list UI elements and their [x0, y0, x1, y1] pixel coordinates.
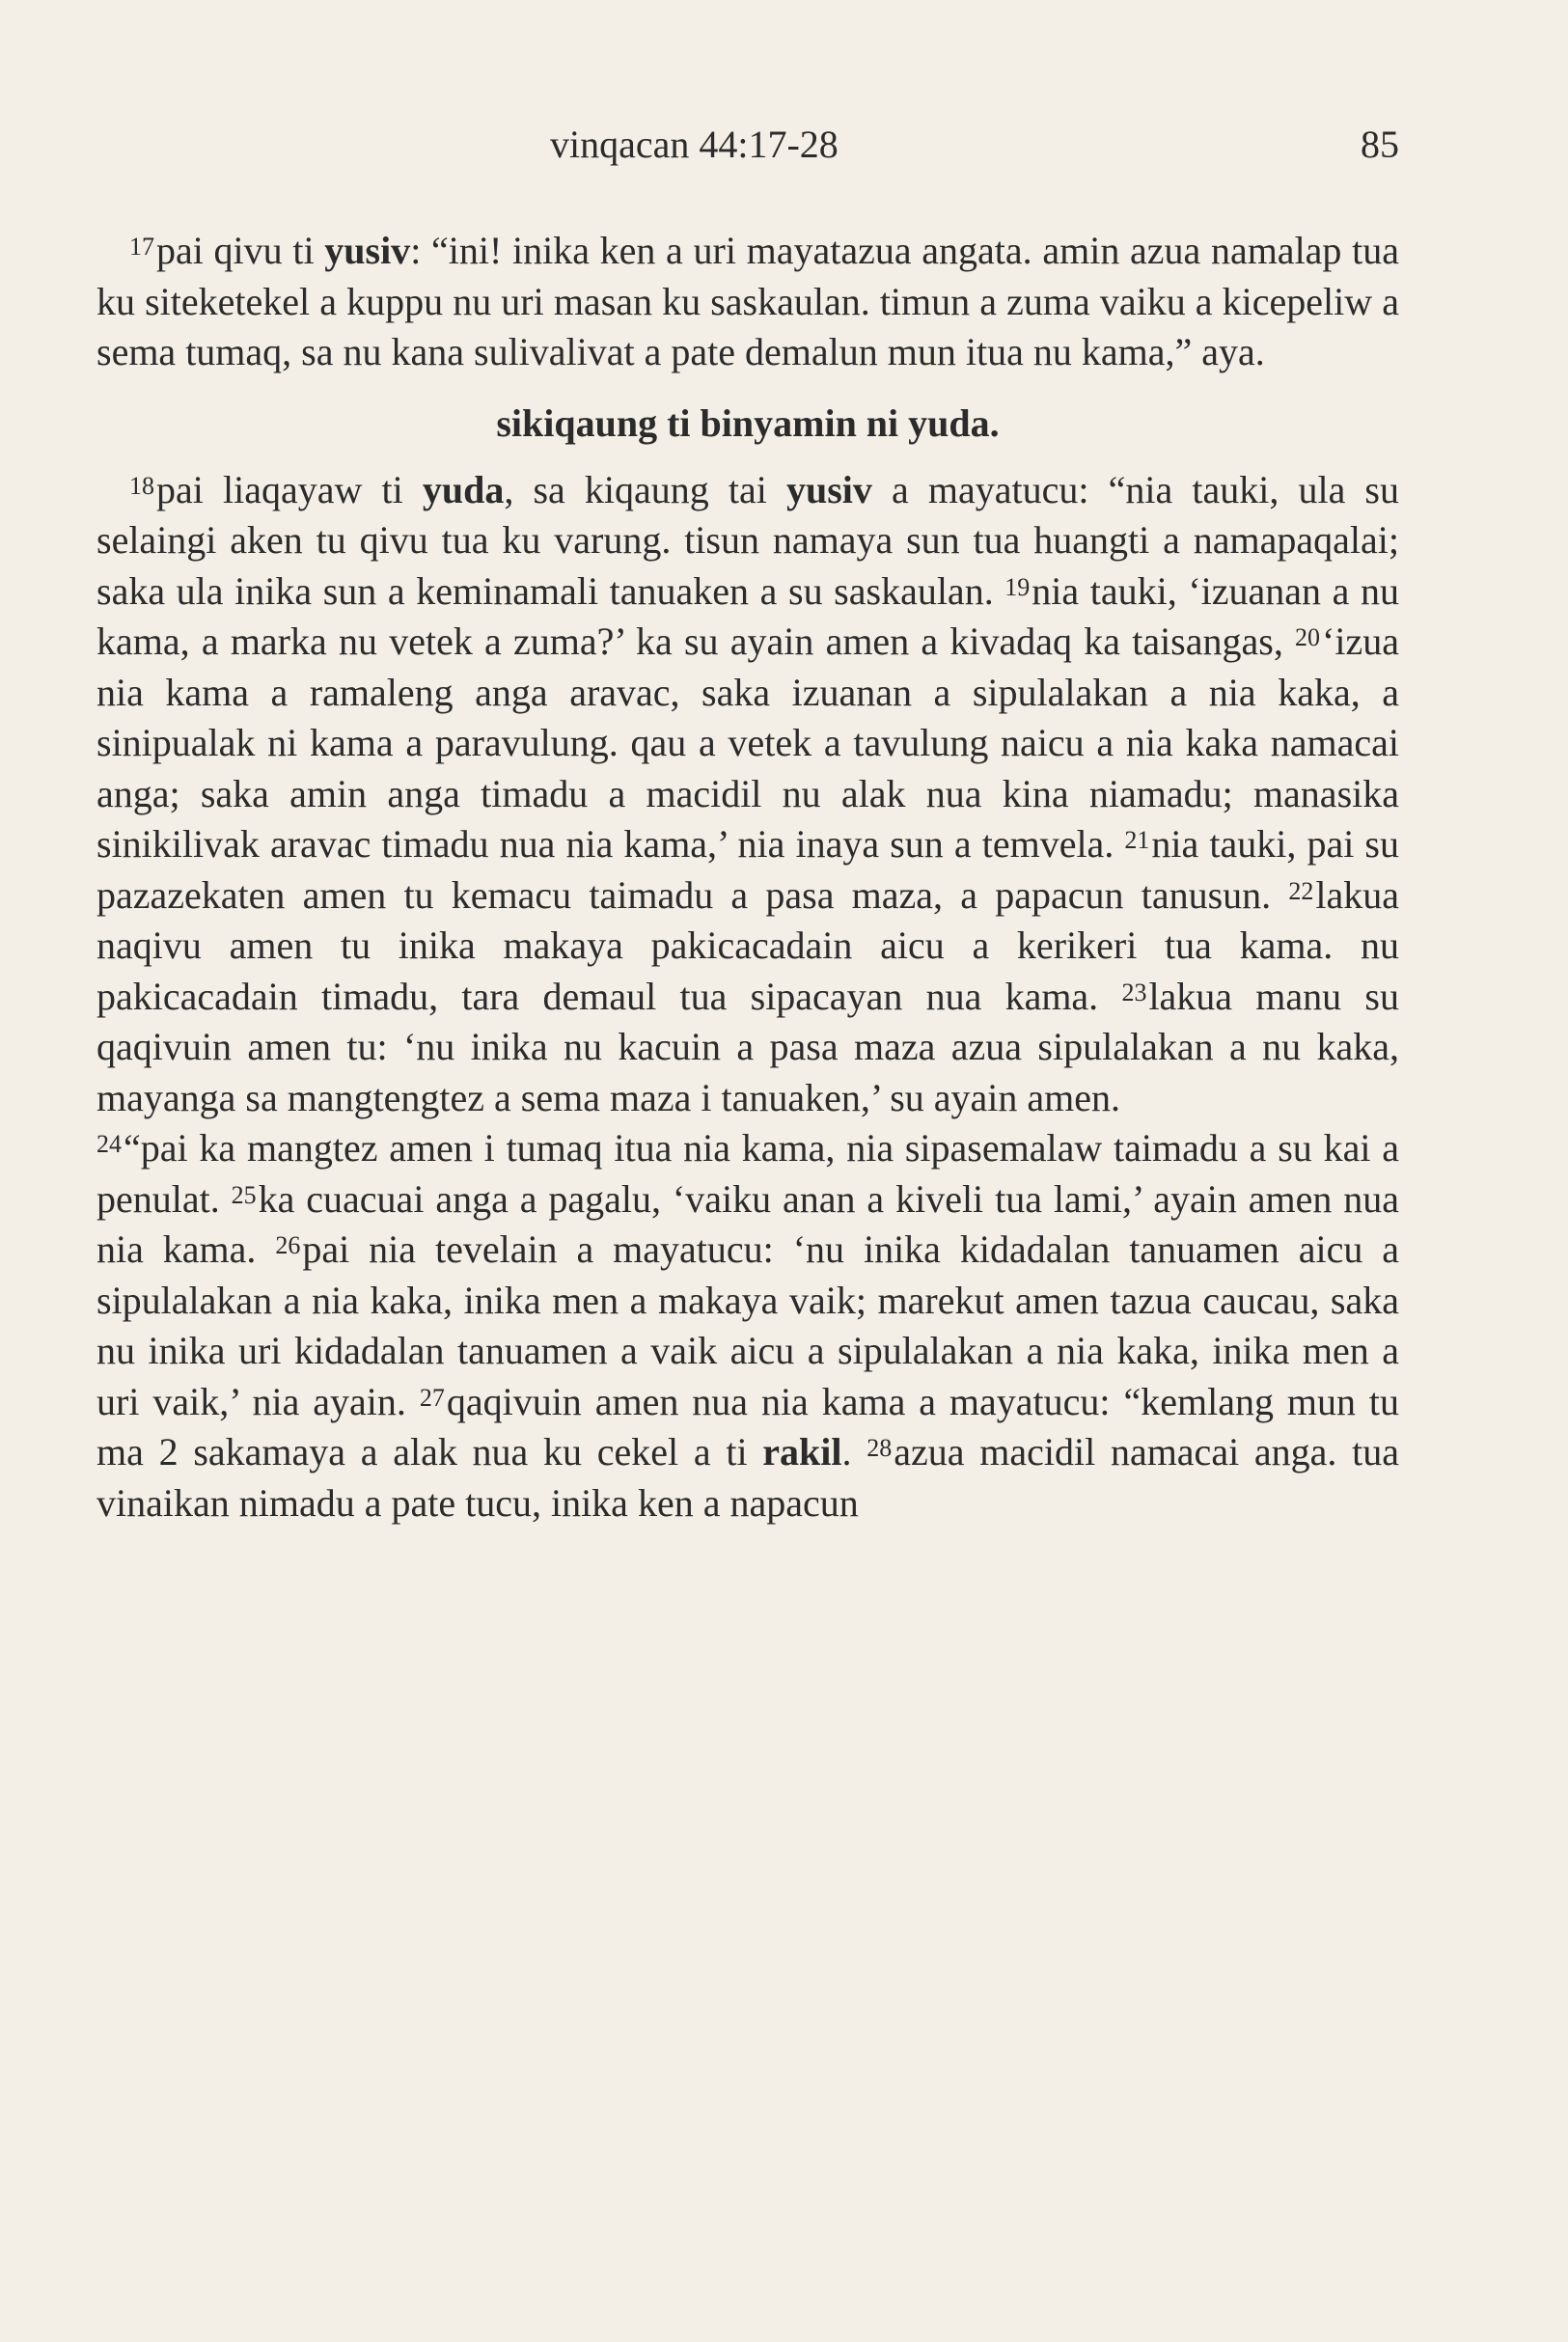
- bold-name: yusiv: [324, 229, 411, 272]
- verse-number: 21: [1124, 826, 1150, 854]
- text-run: azua macidil namacai anga. tua vinaikan nimadu a pate tucu, inika ken a napacun: [96, 1430, 1400, 1525]
- bold-name: rakil: [762, 1430, 842, 1474]
- text-run: a mayatucu: “nia tauki, ula su selaingi aken tu qivu tua ku varung. tisun namaya sun tua huangti a namapaqalai; saka ula inika sun a keminamali tanuaken a su saskaulan.: [96, 467, 1400, 613]
- bold-name: yuda: [422, 467, 505, 511]
- verse-number: 19: [1004, 572, 1031, 601]
- verse-number: 17: [129, 233, 154, 261]
- verse-number: 27: [419, 1383, 445, 1412]
- verse-number: 23: [1121, 978, 1147, 1006]
- text-run: pai liaqayaw ti: [156, 467, 423, 511]
- text-run: ka cuacuai anga a pagalu, ‘vaiku anan a kiveli tua lami,’ ayain amen nua nia kama.: [96, 1176, 1399, 1271]
- paragraph-3: [96, 1123, 1399, 1529]
- text-run: .: [841, 1430, 867, 1474]
- text-run: lakua naqivu amen tu inika makaya pakicacadain aicu a kerikeri tua kama. nu pakicacadain timadu, tara demaul tua sipacayan nua kama.: [96, 872, 1399, 1018]
- text-run: “pai ka mangtez amen i tumaq itua nia kama, nia sipasemalaw taimadu a su kai a penulat.: [96, 1126, 1399, 1221]
- page-number: 85: [1361, 123, 1399, 166]
- page-body: [96, 226, 1399, 1529]
- text-run: : “ini! inika ken a uri mayatazua angata. amin azua namalap tua ku siteketekel a kuppu nu uri masan ku saskaulan. timun a zuma vaiku a kicepeliw a sema tumaq, sa nu kana sulivalivat a pate demalun mun itua nu kama,” aya.: [96, 229, 1399, 373]
- text-run: lakua manu su qaqivuin amen tu: ‘nu inika nu kacuin a pasa maza azua sipulalakan a nu kaka, mayanga sa mangtengtez a sema maza i tanuaken,’ su ayain amen.: [96, 974, 1399, 1119]
- text-run: pai qivu ti: [156, 229, 325, 272]
- verse-number: 24: [96, 1130, 122, 1158]
- text-run: nia tauki, pai su pazazekaten amen tu kemacu taimadu a pasa maza, a papacun tanusun.: [96, 822, 1400, 917]
- section-heading: sikiqaung ti binyamin ni yuda.: [496, 400, 1000, 445]
- text-run: qaqivuin amen nua nia kama a mayatucu: “kemlang mun tu ma 2 sakamaya a alak nua ku cekel a ti: [96, 1379, 1400, 1474]
- text-run: nia tauki, ‘izuanan a nu kama, a marka nu vetek a zuma?’ ka su ayain amen a kivadaq ka taisangas,: [96, 568, 1399, 663]
- verse-number: 25: [231, 1180, 257, 1209]
- verse-number: 26: [275, 1231, 301, 1259]
- text-run: , sa kiqaung tai: [504, 467, 786, 511]
- page-header: [96, 116, 1399, 174]
- verse-number: 20: [1295, 623, 1321, 651]
- verse-number: 22: [1288, 876, 1314, 905]
- bold-name: yusiv: [785, 467, 872, 511]
- text-run: ‘izua nia kama a ramaleng anga aravac, saka izuanan a sipulalakan a nia kaka, a sinipualak ni kama a paravulung. qau a vetek a tavulung naicu a nia kaka namacai anga; saka amin anga timadu a macidil nu alak nua kina niamadu; manasika sinikilivak aravac timadu nua nia kama,’ nia inaya sun a temvela.: [96, 620, 1399, 866]
- verse-number: 18: [129, 471, 154, 500]
- text-run: pai nia tevelain a mayatucu: ‘nu inika kidadalan tanuamen aicu a sipulalakan a nia kaka, inika men a makaya vaik; marekut amen tazua caucau, saka nu inika uri kidadalan tanuamen a vaik aicu a sipulalakan a nia kaka, inika men a uri vaik,’ nia ayain.: [96, 1227, 1399, 1423]
- verse-number: 28: [867, 1434, 893, 1462]
- running-head: vinqacan 44:17-28: [550, 123, 839, 166]
- paragraph-2: [96, 465, 1399, 1124]
- paragraph-1: [96, 226, 1399, 378]
